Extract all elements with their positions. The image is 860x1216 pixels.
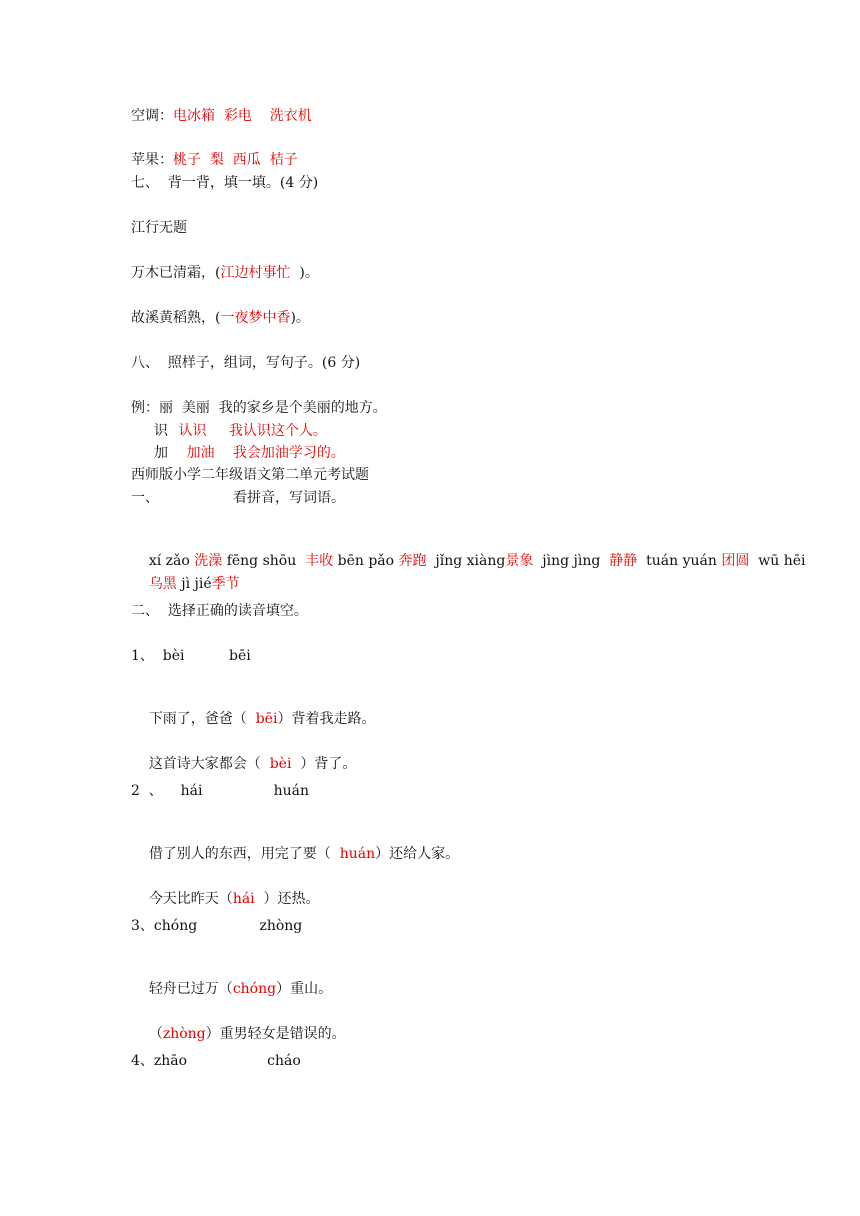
answer-text: hái: [232, 891, 255, 907]
answer-text: 乌黑: [148, 576, 177, 592]
test-title: 西师版小学二年级语文第二单元考试题: [131, 467, 369, 483]
answer-text: huán: [339, 846, 376, 862]
answer-sentence: 我认识这个人。: [228, 423, 327, 439]
sentence-prefix: 下雨了，爸爸（: [148, 711, 256, 727]
sentence-suffix: ）还热。: [254, 891, 320, 907]
sentence-prefix: 这首诗大家都会（: [148, 756, 270, 772]
answer-sentence: 我会加油学习的。: [232, 445, 345, 461]
answer-text: 江边村事忙: [220, 265, 291, 281]
answer-text: 洗澡: [194, 553, 223, 569]
section-8-heading: 八、 照样子，组词，写句子。(6 分): [131, 355, 361, 371]
sentence-suffix: ）背了。: [291, 756, 357, 772]
example-line: 例：丽 美丽 我的家乡是个美丽的地方。: [131, 400, 387, 416]
answer-text: 静静: [609, 553, 638, 569]
answer-text: 奔跑: [398, 553, 427, 569]
section-instruction: 看拼音，写词语。: [233, 490, 345, 506]
classify-apple: [131, 151, 298, 169]
poem-line-1: [131, 264, 319, 282]
poem-suffix: )。: [290, 310, 310, 326]
answer-word: 认识: [178, 423, 207, 439]
classify-aircon: [131, 107, 312, 125]
answer-text: 景象: [505, 553, 534, 569]
sentence-suffix: ）背着我走路。: [277, 711, 376, 727]
pinyin-text: tuán yuán: [637, 553, 722, 569]
answer-text: chóng: [232, 981, 277, 997]
section-1-heading: [131, 489, 345, 507]
pinyin-text: wū hēi: [749, 553, 806, 569]
answer-text: zhòng: [162, 1026, 206, 1042]
pinyin-text: jì jié: [176, 576, 212, 592]
poem-prefix: 故溪黄稻熟，(: [131, 310, 221, 326]
pinyin-text: jìng jìng: [533, 553, 610, 569]
sentence-suffix: ）重男轻女是错误的。: [205, 1026, 346, 1042]
answer-text: 一夜梦中香: [220, 310, 291, 326]
section-number: 一、: [131, 490, 159, 506]
section-2-heading: 二、 选择正确的读音填空。: [131, 603, 308, 619]
q4-options: 4、zhāo cháo: [131, 1053, 301, 1069]
pinyin-text: fēng shōu: [222, 553, 306, 569]
pinyin-text: jǐng xiàng: [426, 553, 506, 569]
sentence-prefix: （: [148, 1026, 163, 1042]
pinyin-text: xí zǎo: [148, 553, 195, 569]
sentence-prefix: 借了别人的东西，用完了要（: [148, 846, 340, 862]
sentence-prefix: 今天比昨天（: [148, 891, 233, 907]
base-char: 加: [154, 445, 168, 461]
answer-text: 桃子 梨 西瓜 桔子: [173, 152, 298, 168]
sentence-suffix: ）重山。: [276, 981, 333, 997]
answer-text: 丰收: [305, 553, 334, 569]
answer-text: 电冰箱 彩电 洗衣机: [173, 108, 312, 124]
answer-text: 团圆: [721, 553, 750, 569]
answer-text: bèi: [269, 756, 292, 772]
q3-options: 3、chóng zhòng: [131, 918, 303, 934]
answer-word: 加油: [186, 445, 215, 461]
q2-options: 2 、 hái huán: [131, 783, 310, 799]
sentence-prefix: 轻舟已过万（: [148, 981, 233, 997]
q1-options: 1、 bèi bēi: [131, 648, 251, 664]
sentence-suffix: ）还给人家。: [375, 846, 460, 862]
section-7-heading: 七、 背一背，填一填。(4 分): [131, 175, 319, 191]
base-char: 识: [154, 423, 168, 439]
classify-label: 苹果：: [131, 152, 173, 168]
answer-text: bēi: [255, 711, 278, 727]
poem-suffix: )。: [290, 265, 319, 281]
poem-line-2: [131, 309, 310, 327]
answer-text: 季节: [211, 576, 240, 592]
pinyin-text: bēn pǎo: [333, 553, 399, 569]
classify-label: 空调：: [131, 108, 173, 124]
poem-prefix: 万木已清霜，(: [131, 265, 221, 281]
example-row-2: [154, 444, 345, 462]
poem-title: 江行无题: [131, 220, 187, 236]
example-row-1: [154, 422, 327, 440]
